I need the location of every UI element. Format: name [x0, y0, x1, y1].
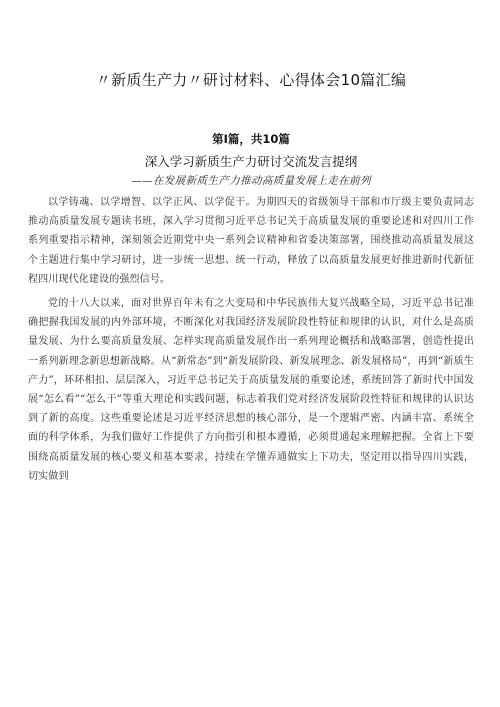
article-title: 深入学习新质生产力研讨交流发言提纲 — [144, 154, 358, 169]
document-title: 〃新质生产力〃研讨材料、心得体会10篇汇编 — [95, 71, 407, 89]
article-subtitle: ——在发展新质生产力推动高质量发展上走在前列 — [131, 175, 371, 187]
section-label: 第I篇，共10篇 — [212, 132, 290, 146]
body-paragraph: 党的十八大以来，面对世界百年未有之大变局和中华民族伟大复兴战略全局，习近平总书记准确把握我国发展的内外部环境，不断深化对我国经济发展阶段性特征和规律的认识，对什么是高质量发展、为什么要高质量发展、怎样实现高质量发展作出一系列理论概括和战略部署，创造性提出一系列新理念新思想新战略。从“新常态”到“新发展阶段、新发展理念、新发展格局”，再到“新质生产力”，环环相扣、层层深入，习近平总书记关于高质量发展的重要论述，系统回答了新时代中国发展“怎么看”“怎么干”等重大理论和实践问题，标志着我们党对经济发展阶段性特征和规律的认识达到了新的高度。这些重要论述是习近平经济思想的核心部分，是一个逻辑严密、内涵丰富、系统全面的科学体系，为我们做好工作提供了方向指引和根本遵循，必须贯通起来理解把握。全省上下要围绕高质量发展的核心要义和基本要求，持续在学懂弄通做实上下功夫，坚定用以指导四川实践，切实做到 — [28, 298, 474, 482]
body-paragraph: 以学铸魂、以学增智、以学正风、以学促干。为期四天的省级领导干部和市厅级主要负责同志推动高质量发展专题读书班，深入学习贯彻习近平总书记关于高质量发展的重要论述和对四川工作系列重要指示精神，深刻领会近期党中央一系列会议精神和省委决策部署，围绕推动高质量发展这个主题进行集中学习研讨，进一步统一思想、统一行动，释放了以高质量发展更好推进新时代新征程四川现代化建设的强烈信号。 — [28, 197, 474, 285]
article-body — [28, 193, 474, 486]
